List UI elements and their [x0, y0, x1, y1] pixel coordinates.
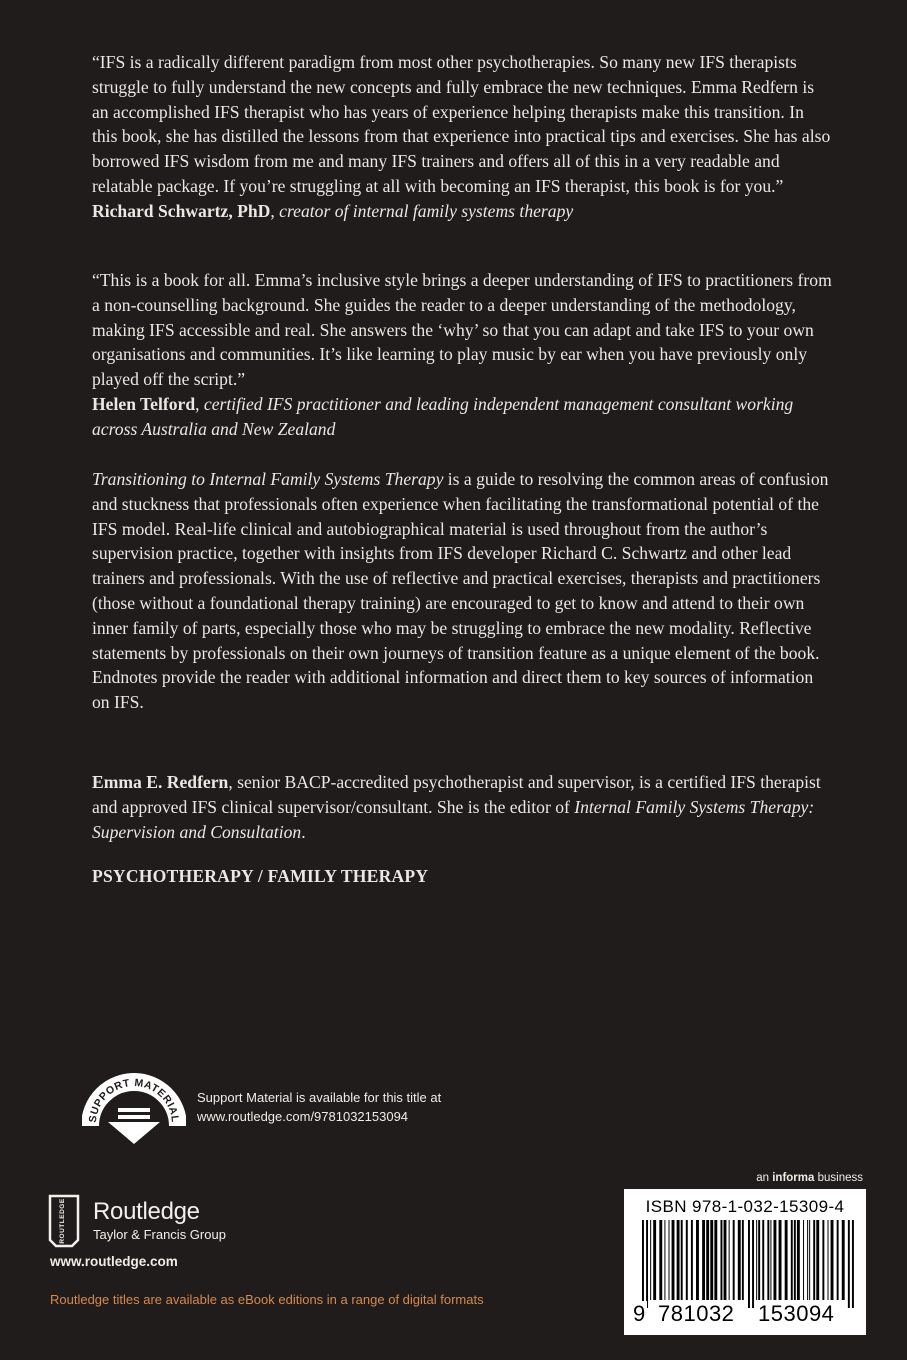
support-material-note	[197, 1088, 441, 1126]
book-title: Transitioning to Internal Family Systems Therapy	[92, 469, 444, 489]
barcode-bar	[809, 1220, 810, 1300]
barcode-bar	[681, 1220, 683, 1300]
barcode-bar	[724, 1220, 727, 1300]
barcode-bar	[642, 1220, 644, 1308]
publisher-name: Routledge	[93, 1198, 200, 1225]
endorsement-text: “This is a book for all. Emma’s inclusive style brings a deeper understanding of IFS to practitioners from a non-counselling background. She guides the reader to a deeper understanding of the methodology, making IFS accessible and real. She answers the ‘why’ so that you can adapt and take IFS to your own organisations and communities. It’s like learning to play music by ear when you have previously only played off the script.”	[92, 270, 832, 390]
barcode-bar	[720, 1220, 722, 1300]
publisher-group: Taylor & Francis Group	[93, 1227, 226, 1242]
barcode-bar	[791, 1220, 793, 1300]
endorsement-text: “IFS is a radically different paradigm from most other psychotherapies. So many new IFS therapists struggle to fully understand the new concepts and fully embrace the new techniques. Emma Redfern is an accomplished IFS therapist who has years of experience helping therapists make this transition. In this book, she has distilled the lessons from that experience into practical tips and exercises. She has also borrowed IFS wisdom from me and many IFS trainers and offers all of this in a very readable and relatable package. If you’re struggling at all with becoming an IFS therapist, this book is for you.”	[92, 52, 831, 196]
barcode-digits-right: 153094	[758, 1301, 835, 1326]
barcode-bar	[762, 1220, 764, 1300]
barcode-bar	[677, 1220, 680, 1300]
barcode-bar	[828, 1220, 829, 1300]
endorser-role: certified IFS practitioner and leading independent management consultant working across Australia and New Zealand	[92, 393, 794, 439]
barcode-bar	[767, 1220, 769, 1300]
barcode-bar	[807, 1220, 808, 1300]
barcode-bar	[653, 1220, 656, 1300]
barcode-bar	[664, 1220, 665, 1300]
barcode-bar	[837, 1220, 839, 1300]
barcode-bar	[686, 1220, 688, 1300]
isbn-label: ISBN 978-1-032-15309-4	[645, 1197, 845, 1216]
endorser-name: Richard Schwartz, PhD	[92, 200, 271, 221]
barcode-bar	[756, 1220, 757, 1300]
support-link[interactable]: www.routledge.com/9781032153094	[197, 1109, 409, 1124]
barcode-bar	[848, 1220, 850, 1308]
support-material-icon	[82, 1068, 186, 1148]
barcode-bar	[797, 1220, 800, 1300]
author-name: Emma E. Redfern	[92, 772, 229, 792]
informa-brand: informa	[772, 1172, 815, 1184]
author-bio	[92, 770, 832, 844]
barcode-bars	[642, 1220, 854, 1308]
barcode-bar	[729, 1220, 730, 1300]
barcode-bar	[710, 1220, 713, 1300]
barcode-bar	[702, 1220, 705, 1300]
barcode-bar	[785, 1220, 788, 1300]
barcode-bar	[714, 1220, 717, 1300]
barcode-digit-first: 9	[633, 1301, 646, 1326]
endorsement-schwartz	[92, 50, 832, 224]
description-text: is a guide to resolving the common areas of confusion and stuckness that professionals often experience when facilitating the transformational potential of the IFS model. Real-life clinical and autobiographical material is used throughout from the author’s supervision practice, together with insights from IFS developer Richard C. Schwartz and other lead trainers and professionals. With the use of reflective and practical exercises, therapists and practitioners (those without a foundational therapy training) are encouraged to get to know and attend to their own inner family of parts, especially those who may be struggling to embrace the new modality. Reflective statements by professionals on their own journeys of transition feature as a unique element of the book. Endnotes provide the reader with additional information and direct them to key sources of information on IFS.	[92, 469, 829, 713]
isbn-barcode	[624, 1189, 866, 1335]
endorsement-attribution: Richard Schwartz, PhD, creator of internal family systems therapy	[92, 200, 574, 221]
barcode-bar	[852, 1220, 854, 1308]
barcode-bar	[752, 1220, 754, 1308]
barcode-bar	[758, 1220, 760, 1300]
bio-end: .	[301, 821, 306, 842]
barcode-bar	[794, 1220, 796, 1300]
barcode-bar	[748, 1220, 750, 1308]
edited-book-title: Internal Family Systems Therapy: Supervision and Consultation	[92, 796, 815, 842]
bio-text: , senior BACP-accredited psychotherapist and supervisor, is a certified IFS therapist and approved IFS clinical supervisor/consultant. She is the editor of	[92, 772, 821, 817]
barcode-bar	[773, 1220, 776, 1300]
book-description	[92, 467, 832, 715]
barcode-bar	[672, 1220, 675, 1300]
logo-lettering: ROUTLEDGE	[59, 1198, 66, 1244]
barcode-bar	[779, 1220, 782, 1300]
barcode-bar	[842, 1220, 845, 1300]
barcode-bar	[813, 1220, 815, 1300]
endorser-role: creator of internal family systems therapy	[279, 200, 574, 221]
barcode-bar	[691, 1220, 693, 1300]
endorsement-telford	[92, 268, 832, 442]
barcode-bar	[831, 1220, 834, 1300]
support-badge-label: SUPPORT MATERIAL	[86, 1076, 182, 1124]
barcode-bar	[770, 1220, 771, 1300]
subject-category: PSYCHOTHERAPY / FAMILY THERAPY	[92, 866, 429, 886]
barcode-bar	[733, 1220, 735, 1300]
barcode-bar	[706, 1220, 709, 1300]
barcode-bar	[822, 1220, 824, 1300]
barcode-bar	[646, 1220, 648, 1308]
endorsement-attribution: Helen Telford, certified IFS practitioner and leading independent management consultant working across Australia and New Zealand	[92, 393, 794, 439]
barcode-bar	[650, 1220, 651, 1300]
support-note-line: Support Material is available for this title at	[197, 1090, 442, 1105]
routledge-logo-icon	[46, 1194, 82, 1248]
publisher-website[interactable]: www.routledge.com	[50, 1254, 178, 1269]
barcode-bar	[816, 1220, 819, 1300]
ebook-note: Routledge titles are available as eBook editions in a range of digital formats	[50, 1292, 484, 1307]
barcode-bar	[696, 1220, 699, 1300]
barcode-bar	[738, 1220, 741, 1300]
barcode-bar	[659, 1220, 662, 1300]
barcode-bar	[803, 1220, 804, 1300]
endorser-name: Helen Telford	[92, 393, 196, 414]
publisher-brand	[93, 1198, 226, 1243]
barcode-digits-left: 781032	[658, 1301, 735, 1326]
informa-business-label: an informa business	[756, 1172, 863, 1184]
barcode-bar	[669, 1220, 670, 1300]
barcode-bar	[742, 1220, 744, 1300]
